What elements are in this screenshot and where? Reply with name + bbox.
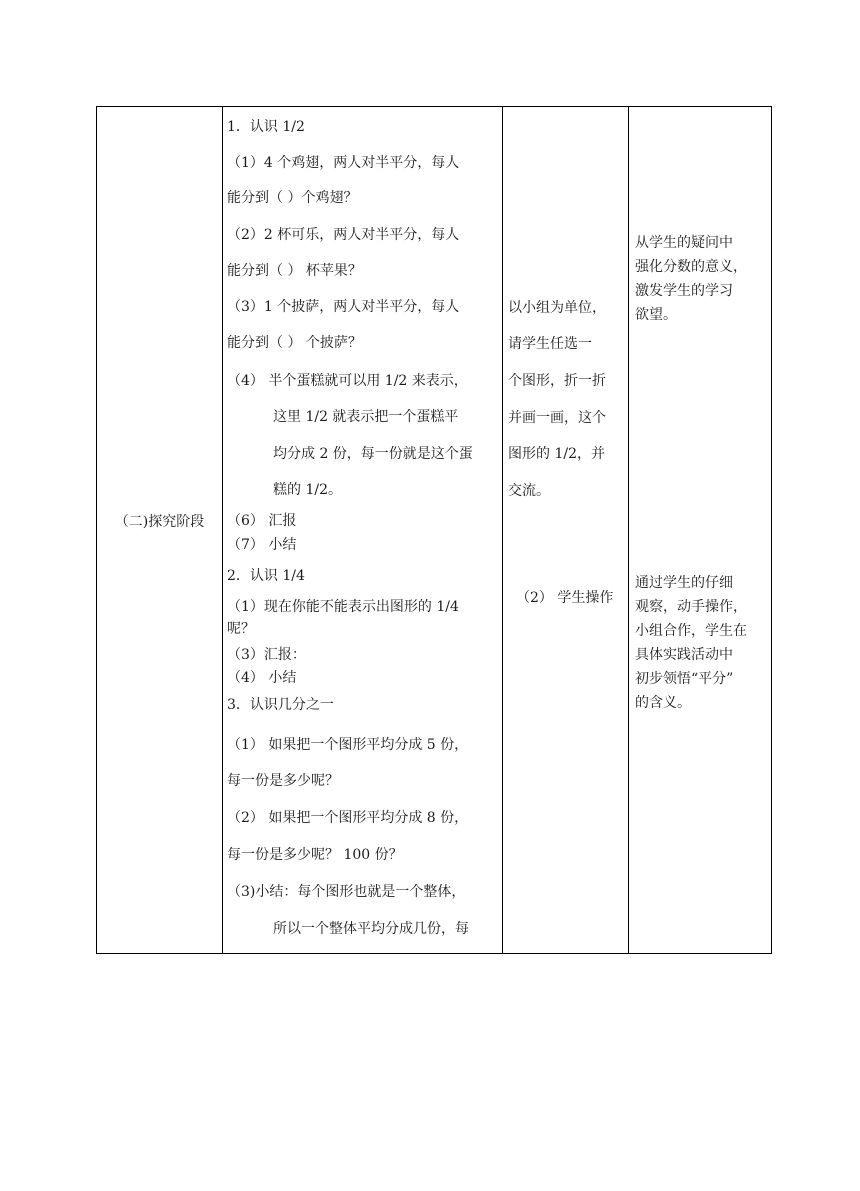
content-line: （3)小结：每个图形也就是一个整体， xyxy=(227,884,466,900)
activity-line: （2） 学生操作 xyxy=(516,590,614,606)
activity-line: 并画一画，这个 xyxy=(508,410,606,426)
lesson-table xyxy=(96,106,772,954)
content-line: 这里 1/2 就表示把一个蛋糕平 xyxy=(273,409,459,425)
activity-line: 交流。 xyxy=(508,483,550,499)
design-line: 小组合作，学生在 xyxy=(635,623,747,639)
design-line: 初步领悟“平分” xyxy=(635,671,734,687)
design-line: 观察，动手操作， xyxy=(635,599,747,615)
content-line: （1） 如果把一个图形平均分成 5 份， xyxy=(227,737,469,753)
content-line: 能分到（ ） 杯苹果？ xyxy=(227,263,362,279)
activity-line: 个图形，折一折 xyxy=(508,373,606,389)
content-line: 能分到（ ） 个披萨？ xyxy=(227,335,362,351)
content-line: 能分到（ ）个鸡翅？ xyxy=(227,190,358,206)
design-line: 的含义。 xyxy=(635,695,691,711)
design-line: 激发学生的学习 xyxy=(635,283,733,299)
activity-line: 以小组为单位， xyxy=(508,300,606,316)
column-divider xyxy=(502,107,503,953)
content-line: （3）汇报： xyxy=(227,647,306,663)
content-line: 每一份是多少呢？ xyxy=(227,773,339,789)
content-line: 均分成 2 份，每一份就是这个蛋 xyxy=(273,446,473,462)
design-line: 强化分数的意义， xyxy=(635,259,747,275)
content-line: （4） 小结 xyxy=(227,670,297,686)
activity-line: 图形的 1/2，并 xyxy=(508,446,605,462)
content-line: （2）2 杯可乐，两人对半平分，每人 xyxy=(227,227,460,243)
content-line: 每一份是多少呢？ 100 份？ xyxy=(227,847,403,863)
design-line: 通过学生的仔细 xyxy=(635,575,733,591)
stage-cell: （二)探究阶段 xyxy=(114,514,205,530)
design-line: 具体实践活动中 xyxy=(635,647,733,663)
column-divider xyxy=(628,107,629,953)
design-line: 从学生的疑问中 xyxy=(635,235,733,251)
content-line: （1）4 个鸡翅，两人对半平分，每人 xyxy=(227,155,460,171)
section-heading: 3．认识几分之一 xyxy=(227,697,334,713)
content-line: （2） 如果把一个图形平均分成 8 份， xyxy=(227,810,469,826)
column-divider xyxy=(222,107,223,953)
content-line: （6） 汇报 xyxy=(227,513,297,529)
content-line: （4） 半个蛋糕就可以用 1/2 来表示， xyxy=(227,373,468,389)
section-heading: 2．认识 1/4 xyxy=(227,568,305,584)
section-heading: 1．认识 1/2 xyxy=(227,119,305,135)
content-line: 呢？ xyxy=(227,621,255,637)
activity-line: 请学生任选一 xyxy=(508,336,592,352)
content-line: （7） 小结 xyxy=(227,537,297,553)
content-line: 糕的 1/2。 xyxy=(273,482,342,498)
content-line: （3）1 个披萨，两人对半平分，每人 xyxy=(227,299,460,315)
content-line: （1）现在你能不能表示出图形的 1/4 xyxy=(227,599,459,615)
design-line: 欲望。 xyxy=(635,307,677,323)
content-line: 所以一个整体平均分成几份，每 xyxy=(273,921,469,937)
